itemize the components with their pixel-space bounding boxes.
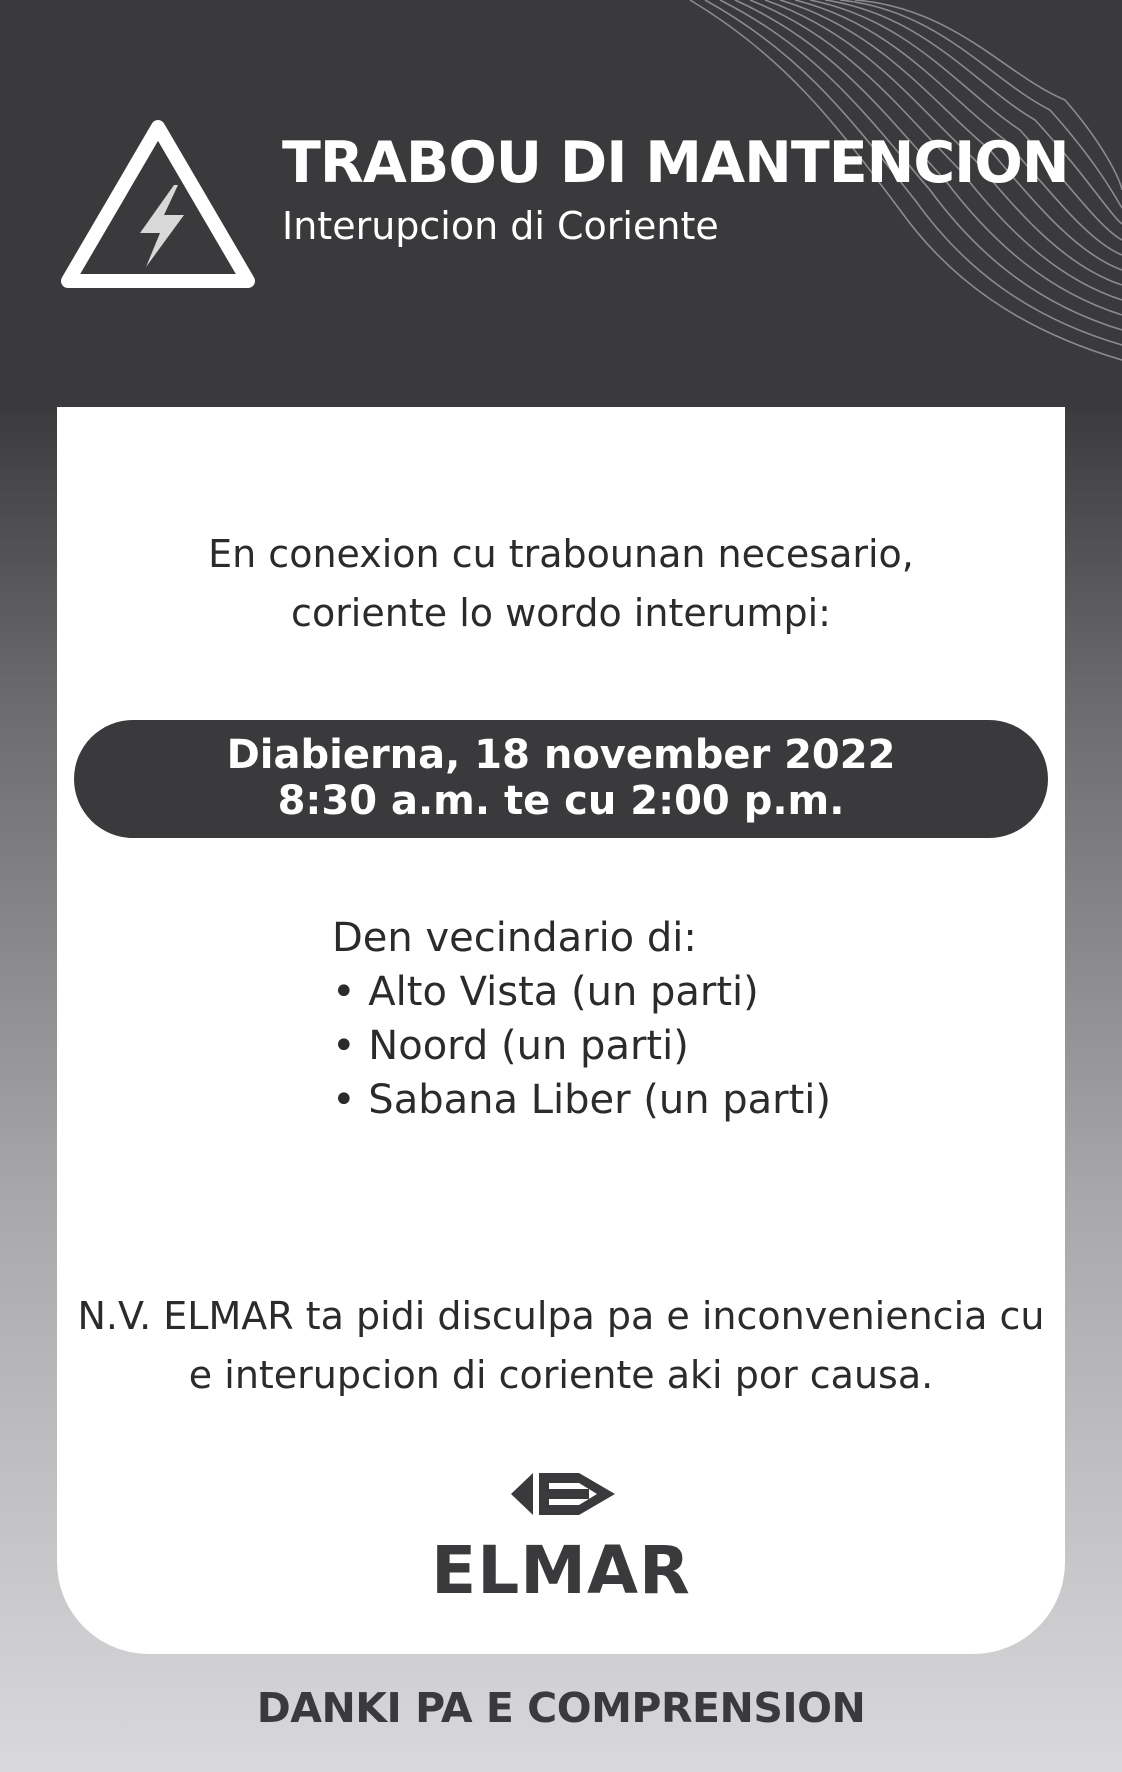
date-time-banner — [74, 720, 1048, 838]
warning-lightning-icon — [56, 115, 260, 293]
list-item: • Alto Vista (un parti) — [332, 969, 759, 1015]
elmar-logo-icon — [507, 1467, 619, 1521]
apology-line: e interupcion di coriente aki por causa. — [188, 1353, 934, 1397]
page-subtitle: Interupcion di Coriente — [282, 204, 719, 248]
outage-time: 8:30 a.m. te cu 2:00 p.m. — [277, 778, 845, 824]
neighborhood-list — [332, 911, 831, 1127]
apology-text — [57, 1287, 1065, 1405]
list-item: • Sabana Liber (un parti) — [332, 1077, 832, 1123]
intro-text — [57, 525, 1065, 643]
list-item: • Noord (un parti) — [332, 1023, 689, 1069]
header-banner — [0, 0, 1122, 410]
footer-text: DANKI PA E COMPRENSION — [256, 1684, 866, 1732]
intro-line: coriente lo wordo interumpi: — [291, 591, 831, 635]
logo-wordmark: ELMAR — [431, 1532, 691, 1609]
page-title: TRABOU DI MANTENCION — [282, 130, 1069, 196]
neighborhood-heading: Den vecindario di: — [332, 915, 697, 961]
notice-card — [57, 407, 1065, 1654]
apology-line: N.V. ELMAR ta pidi disculpa pa e inconveniencia cu — [77, 1294, 1045, 1338]
intro-line: En conexion cu trabounan necesario, — [208, 532, 914, 576]
outage-date: Diabierna, 18 november 2022 — [226, 732, 896, 778]
